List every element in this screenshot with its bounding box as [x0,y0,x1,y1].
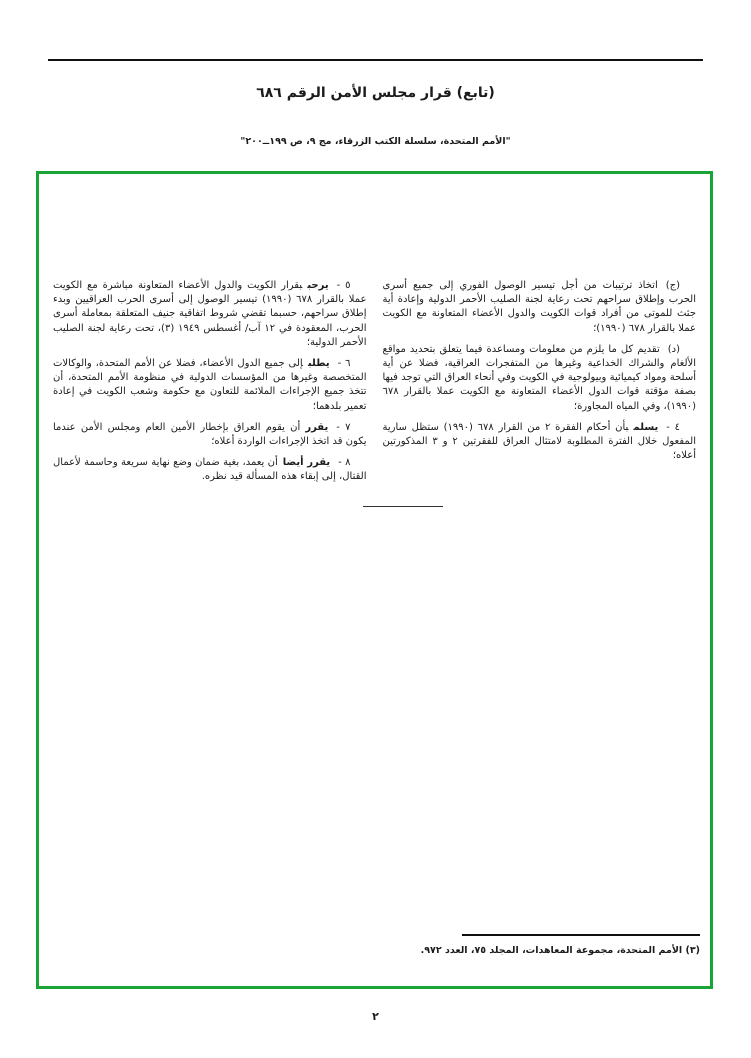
paragraph-verb: يطلب [307,358,330,370]
paragraph-dal [383,343,697,414]
paragraph-6 [53,357,367,414]
document-title: (تابع) قرار مجلس الأمن الرقم ٦٨٦ [256,85,495,101]
paragraph-jeem [383,279,697,336]
footnote-text: (٣) الأمم المتحدة، مجموعة المعاهدات، المجلد ٧٥، العدد ٩٧٢. [420,945,700,956]
paragraph-label: (د) [667,343,680,355]
end-of-text-rule [363,506,443,507]
paragraph-label: ٤ - [666,421,680,433]
green-content-frame [36,171,713,989]
document-subtitle: "الأمم المتحدة، سلسلة الكتب الزرقاء، مج ٩، ص ١٩٩ــ٢٠٠" [240,136,511,147]
paragraph-label: ٧ - [336,421,351,433]
paragraph-5 [53,279,367,350]
paragraph-verb: يقرر أيضا [282,457,331,469]
text-columns [53,279,696,492]
paragraph-label: ٨ - [338,457,351,469]
paragraph-verb: يرحب [307,280,329,291]
footnote-area [420,934,700,956]
paragraph-verb: يسلم [633,421,659,433]
paragraph-label: ٥ - [336,280,351,291]
column-right [383,279,697,492]
paragraph-text: تقديم كل ما يلزم من معلومات ومساعدة فيما يتعلق بتحديد مواقع الألغام والشراك الخداعية وغيرها من المتفجرات العراقية، فضلا عن أية أسلحة ومواد كيميائية وبيولوجية في الكويت وفي أنحاء العراق التي توجد فيها بصفة مؤقتة قوات الدول الأعضاء المتعاونة مع الكويت عملا بالقرار ٦٧٨ (١٩٩٠)، وفي المياه المجاورة؛ [382,343,696,412]
paragraph-text: بأن أحكام الفقرة ٢ من القرار ٦٧٨ (١٩٩٠) ستظل سارية المفعول خلال الفترة المطلوبة لامتثال العراق للفقرتين ٢ و ٣ المذكورتين أعلاه؛ [382,421,696,462]
paragraph-verb: يقرر [305,421,329,433]
footnote-rule [462,934,700,936]
page-number: ٢ [372,1010,379,1023]
column-left [53,279,367,492]
top-rule [48,59,703,61]
paragraph-label: (ج) [665,280,680,291]
paragraph-text: إلى جميع الدول الأعضاء، فضلا عن الأمم المتحدة، والوكالات المتخصصة وغيرها من المؤسسات الدولية في منظومة الأمم المتحدة، أن تتخذ جميع الإجراءات الملائمة للتعاون مع حكومة وشعب الكويت في إعادة تعمير بلدهما؛ [53,358,367,412]
paragraph-text: أن يعمد، بغية ضمان وضع نهاية سريعة وحاسمة لأعمال القتال، إلى إبقاء هذه المسألة قيد نظره. [53,457,367,483]
frame-inner [39,174,710,507]
paragraph-text: بقرار الكويت والدول الأعضاء المتعاونة مباشرة مع الكويت عملا بالقرار ٦٧٨ (١٩٩٠) تيسير الوصول إلى أسرى الحرب العراقيين وبدء إطلاق سراحهم، حسبما تقضي شروط اتفاقية جنيف المتعلقة بمعاملة أسرى الحرب، المعقودة في ١٢ آب/ أغسطس ١٩٤٩ (٣)، تحت رعاية لجنة الصليب الأحمر الدولية؛ [53,280,367,348]
paragraph-text: اتخاذ ترتيبات من أجل تيسير الوصول الفوري إلى جميع أسرى الحرب وإطلاق سراحهم تحت رعاية لجنة الصليب الأحمر الدولية وإعادة أية جثث للموتى من أفراد قوات الكويت والدول الأعضاء المتعاونة مع الكويت عملا بالقرار ٦٧٨ (١٩٩٠)؛ [382,280,696,334]
paragraph-4 [383,421,697,464]
paragraph-text: أن يقوم العراق بإخطار الأمين العام ومجلس الأمن عندما يكون قد اتخذ الإجراءات الواردة أعلاه؛ [53,421,367,448]
paragraph-label: ٦ - [337,358,351,370]
paragraph-8 [53,456,367,484]
paragraph-7 [53,421,367,449]
